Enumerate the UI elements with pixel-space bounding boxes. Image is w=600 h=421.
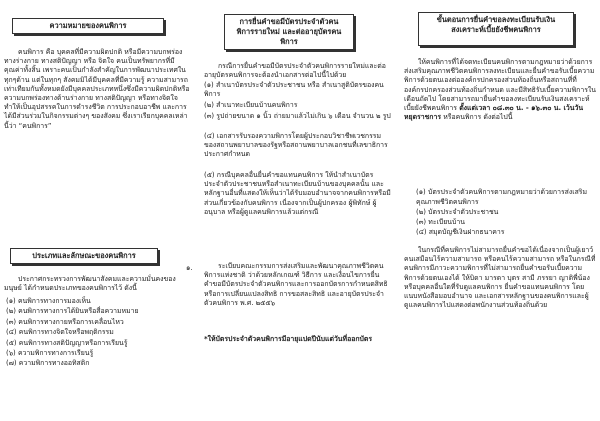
card-doc-2: (๒) สำเนาทะเบียนบ้านคนพิการ — [204, 101, 298, 109]
list-item: (๒) คนพิการทางการได้ยินหรือสื่อความหมาย — [6, 307, 139, 316]
list-item: (๑) บัตรประจำตัวคนพิการตามกฎหมายว่าด้วยการส่งเสริมคุณภาพชีวิตคนพิการ — [416, 188, 588, 206]
heading-meaning-text: ความหมายของคนพิการ — [49, 21, 127, 30]
card-doc-4: (๔) เอกสารรับรองความพิการโดยผู้ประกอบวิชาชีพเวชกรรมของสถานพยาบาลของรัฐหรือสถานพยาบาลเอกชนที่เลขาธิการประกาศกำหนด — [204, 132, 388, 159]
column-card-application — [186, 0, 396, 421]
heading-allowance — [418, 12, 574, 46]
regulation-note: ระเบียบคณะกรรมการส่งเสริมและพัฒนาคุณภาพชีวิตคนพิการแห่งชาติ ว่าด้วยหลักเกณฑ์ วิธีการ และเงื่อนไขการยื่นคำขอมีบัตรประจำตัวคนพิการและการออกบัตรการกำหนดสิทธิหรือการเปลี่ยนแปลงสิทธิ การขอสละสิทธิ และอายุบัตรประจำตัวคนพิการ พ.ศ. ๒๕๕๖ — [204, 262, 388, 307]
column-allowance — [402, 0, 600, 421]
heading-meaning — [12, 18, 164, 34]
allowance-intro-text: ให้คนพิการที่ได้จดทะเบียนคนพิการตามกฎหมายว่าด้วยการส่งเสริมคุณภาพชีวิตคนพิการลงทะเบียนและยื่นคำขอรับเบี้ยความพิการด้วยตนเองต่อองค์กรปกครองส่วนท้องถิ่นหรือสถานที่ที่องค์กรปกครองส่วนท้องถิ่นกำหนด และมีสิทธิรับเบี้ยความพิการในเดือนถัดไป โดยสามารถมายื่นคำขอลงทะเบียนรับเงินสงเคราะห์เบี้ยยังชีพคนพิการ — [404, 58, 596, 113]
card-doc-3: (๓) รูปถ่ายขนาด ๑ นิ้ว ถ่ายมาแล้วไม่เกิน ๖ เดือน จำนวน ๒ รูป — [204, 112, 391, 120]
list-item: (๒) บัตรประจำตัวประชาชน — [416, 208, 499, 216]
proxy-paragraph: ในกรณีที่คนพิการไม่สามารถยื่นคำขอได้เนื่องจากเป็นผู้เยาว์ คนเสมือนไร้ความสามารถ หรือคนไร้ความสามารถ หรือในกรณีที่คนพิการมีภาวะความพิการที่ไม่สามารถยื่นคำขอรับเบี้ยความพิการด้วยตนเองได้ ให้บิดา มารดา บุตร สามี ภรรยา ญาติพี่น้อง หรือบุคคลอื่นใดที่รับดูแลคนพิการ ยื่นคำขอแทนคนพิการ โดยแนบหนังสือมอบอำนาจ และเอกสารหลักฐานของคนพิการและผู้ดูแลคนพิการไปแสดงต่อพนักงานส่วนท้องถิ่นด้วย — [404, 246, 596, 310]
office-hours: ตั้งแต่เวลา ๐๘.๓๐ น. - ๑๖.๓๐ น. เว้นวันหยุดราชการ — [404, 104, 584, 122]
list-item: (๖) ความพิการทางการเรียนรู้ — [6, 349, 94, 358]
list-item: (๑) คนพิการทางการมองเห็น — [6, 297, 91, 305]
types-intro: ประกาศกระทรวงการพัฒนาสังคมและความมั่นคงของมนุษย์ ได้กำหนดประเภทของคนพิการไว้ ดังนี้ — [4, 275, 176, 293]
heading-card-application-text: การยื่นคำขอมีบัตรประจำตัวคนพิการรายใหม่ และต่ออายุบัตรคนพิการ — [236, 17, 342, 46]
allowance-docs — [416, 187, 596, 237]
allowance-intro-end: หรือคนพิการ ดังต่อไปนี้ — [441, 113, 513, 122]
heading-types-text: ประเภทและลักษณะของคนพิการ — [32, 251, 136, 260]
card-doc-1: (๑) สำเนาบัตรประจำตัวประชาชน หรือ สำเนาสูติบัตรของคนพิการ — [204, 81, 384, 99]
heading-types — [10, 248, 158, 264]
types-list — [6, 296, 190, 369]
list-item: (๕) คนพิการทางสติปัญญาหรือการเรียนรู้ — [6, 338, 128, 347]
heading-allowance-text: ขั้นตอนการยื่นคำขอลงทะเบียนรับเงินสงเคราะห์เบี้ยยังชีพคนพิการ — [436, 15, 556, 34]
meaning-paragraph: คนพิการ คือ บุคคลที่มีความผิดปกติ หรือมีความบกพร่องทางร่างกาย ทางสติปัญญา หรือ จิตใจ คนเป็นทรัพยากรที่มีคุณค่าทั้งสิ้น เพราะคนเป็นกำลังสำคัญในการพัฒนาประเทศในทุกๆด้าน แต่ในทุกๆ สังคมมิได้มีบุคคลที่มีความรู้ ความสามารถเท่าเทียมกันทั้งหมดยังมีบุคคลประเภทหนึ่งซึ่งมีความผิดปกติหรือความบกพร่องทางด้านร่างกาย ทางสติปัญญา หรือทางจิตใจ ทำให้เป็นอุปสรรคในการดำรงชีวิต การประกอบอาชีพ และการได้มีส่วนร่วมในกิจกรรมต่างๆ ของสังคม ซึ่งเราเรียกบุคคลเหล่านี้ว่า “คนพิการ” — [4, 48, 190, 130]
heading-card-application — [224, 14, 354, 50]
side-mark: ๑. — [186, 264, 193, 272]
card-intro: กรณีการยื่นคำขอมีบัตรประจำตัวคนพิการรายใหม่และต่ออายุบัตรคนพิการจะต้องนำเอกสารต่อไปนี้ไปด้วย — [204, 62, 386, 80]
list-item: (๓) คนพิการทางกายหรือการเคลื่อนไหว — [6, 317, 124, 326]
list-item: (๓) ทะเบียนบ้าน — [416, 218, 465, 226]
list-item: (๗) ความพิการทางออทิสติก — [6, 359, 90, 368]
list-item: (๔) คนพิการทางจิตใจหรือพฤติกรรม — [6, 328, 114, 337]
column-definition — [0, 0, 192, 421]
list-item: (๔) สมุดบัญชีเงินฝากธนาคาร — [416, 228, 505, 236]
allowance-intro — [404, 58, 596, 122]
card-validity-note: *ให้บัตรประจำตัวคนพิการมีอายุแปดปีนับแต่วันที่ออกบัตร — [204, 335, 373, 343]
card-doc-5: (๕) กรณีบุคคลอื่นยื่นคำขอแทนคนพิการ ให้นำสำเนาบัตรประจำตัวประชาชนหรือสำเนาทะเบียนบ้านของบุคคลนั้น และหลักฐานอื่นที่แสดงให้เห็นว่าได้รับมอบอำนาจจากคนพิการหรือมีส่วนเกี่ยวข้องกับคนพิการ เนื่องจากเป็นผู้ปกครอง ผู้พิทักษ์ ผู้อนุบาล หรือผู้ดูแลคนพิการแล้วแต่กรณี — [204, 171, 391, 216]
